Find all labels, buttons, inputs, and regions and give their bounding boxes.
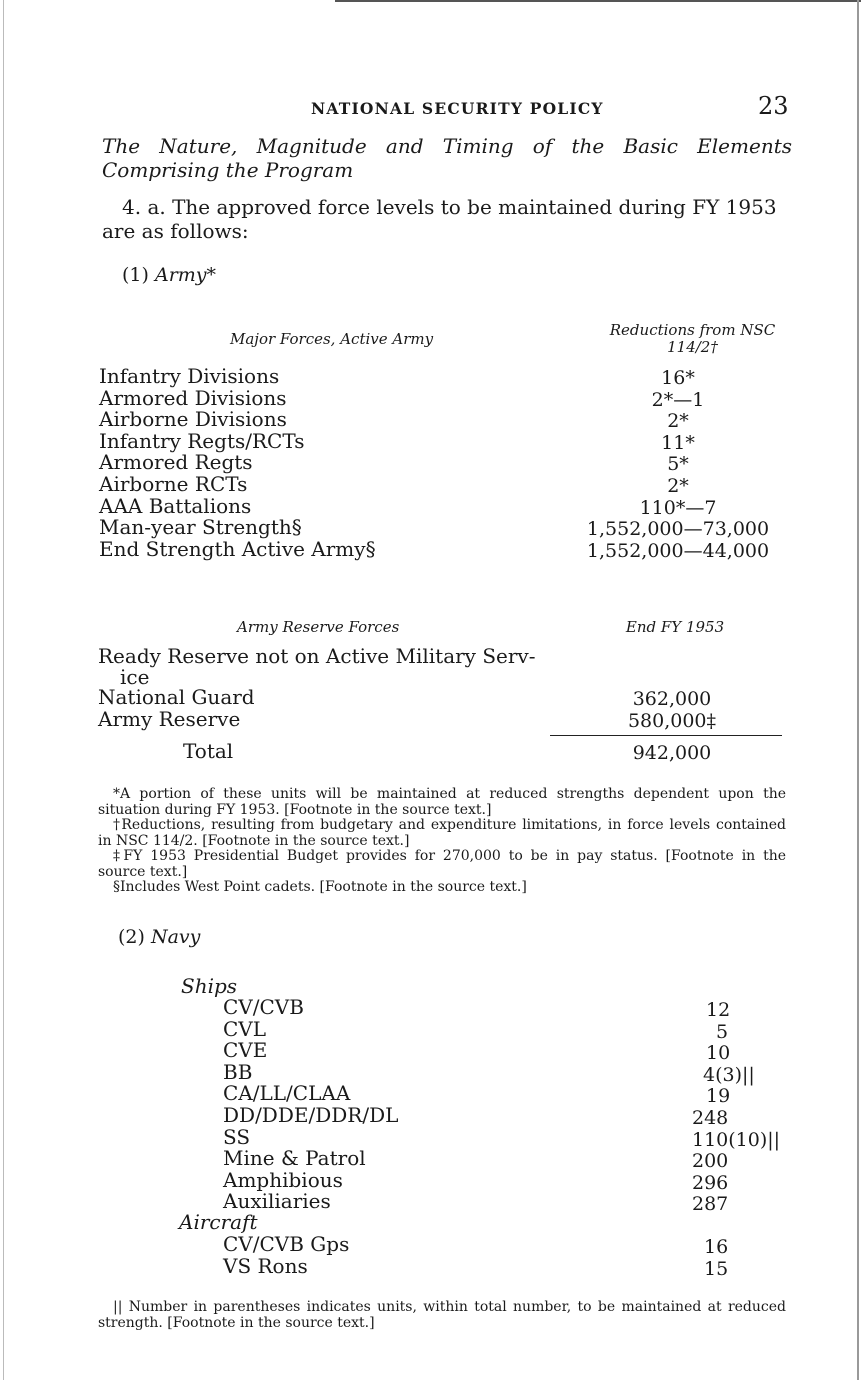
army-footnotes [98, 787, 786, 896]
active-row-label: Airborne Divisions [99, 407, 287, 432]
total-value: 942,000 [632, 742, 712, 764]
reserve-row-value: 580,000‡ [627, 710, 717, 732]
ready-reserve-line2: ice [120, 665, 150, 689]
ship-row-value: 200 [692, 1150, 729, 1173]
active-row-value: 1,552,000—44,000 [586, 539, 770, 562]
ship-row-label: Amphibious [223, 1167, 343, 1192]
ship-row-value: 12 [706, 999, 731, 1021]
ship-row-value: 296 [692, 1171, 729, 1194]
navy-heading-text: Navy [150, 926, 201, 948]
footnote-asterisk: *A portion of these units will be maintained at reduced strengths dependent upon the situation during FY 1953. [Footnote in the source text.] [98, 786, 786, 818]
active-row-label: AAA Battalions [99, 493, 252, 518]
intro-text: 4. a. The approved force levels to be maintained during FY 1953 are as follows: [102, 195, 777, 243]
active-col2-header [590, 322, 795, 356]
navy-heading [118, 926, 200, 948]
ship-row-label: Mine & Patrol [223, 1146, 366, 1171]
aircraft-row-value: 15 [704, 1257, 729, 1280]
reserve-row-label: Army Reserve [98, 707, 241, 731]
ship-row-label: CVL [223, 1016, 267, 1041]
scan-edge-right [857, 0, 859, 1380]
active-row-value: 2* [667, 475, 689, 497]
ships-label: Ships [181, 974, 238, 998]
intro-paragraph [102, 195, 792, 243]
aircraft-label: Aircraft [179, 1210, 258, 1234]
active-row-label: Man-year Strength§ [99, 515, 302, 540]
active-row-label: End Strength Active Army§ [99, 536, 376, 561]
aircraft-row-value: 16 [704, 1236, 729, 1258]
ship-row-label: CV/CVB [223, 995, 304, 1019]
footnote-double-dagger: ‡FY 1953 Presidential Budget provides for 270,000 to be in pay status. [Footnote in the source text.] [98, 848, 786, 880]
active-row-label: Armored Regts [99, 450, 253, 475]
scan-edge-left [3, 0, 4, 1380]
navy-footnote-block [98, 1300, 786, 1331]
active-row-value: 16* [661, 367, 695, 389]
reserve-col1-header: Army Reserve Forces [237, 618, 400, 636]
army-heading-text: Army* [154, 264, 217, 286]
ship-row-label: DD/DDE/DDR/DL [223, 1103, 399, 1127]
reserve-row-value: 362,000 [632, 688, 712, 710]
active-row-value: 2*—1 [651, 388, 705, 411]
active-col2-line2: 114/2† [667, 338, 718, 356]
ship-row-value: 10 [706, 1042, 731, 1065]
footnote-dagger: †Reductions, resulting from budgetary and expenditure limitations, in force levels contained in NSC 114/2. [Footnote in the source text.] [98, 817, 786, 849]
active-row-value: 1,552,000—73,000 [586, 518, 770, 541]
active-row-value: 110*—7 [639, 496, 717, 519]
aircraft-row-label: VS Rons [223, 1253, 308, 1278]
ship-row-label: BB [223, 1059, 253, 1084]
running-title: NATIONAL SECURITY POLICY [311, 99, 604, 118]
active-row-label: Airborne RCTs [99, 472, 248, 496]
active-row-label: Armored Divisions [99, 385, 287, 410]
active-row-value: 5* [667, 453, 689, 476]
ship-row-label: CA/LL/CLAA [223, 1081, 351, 1106]
total-rule [550, 735, 782, 736]
aircraft-row-label: CV/CVB Gps [223, 1232, 350, 1256]
active-col1-header: Major Forces, Active Army [230, 330, 434, 348]
ship-row-label: Auxiliaries [223, 1189, 331, 1214]
active-row-value: 2* [667, 410, 689, 433]
active-col2-line1: Reductions from NSC [609, 321, 776, 339]
section-title: The Nature, Magnitude and Timing of the Basic Elements Comprising the Program [102, 134, 792, 182]
navy-footnote: || Number in parentheses indicates units, within total number, to be maintained at reduced strength. [Footnote in the source text.] [98, 1299, 786, 1331]
ship-row-value: 287 [692, 1193, 729, 1216]
ship-row-value: 248 [692, 1107, 729, 1129]
active-row-label: Infantry Regts/RCTs [99, 428, 305, 453]
reserve-row-label: National Guard [98, 685, 255, 709]
navy-heading-num: (2) [118, 926, 145, 948]
active-row-label: Infantry Divisions [99, 364, 280, 388]
ship-row-value: 110(10)|| [692, 1128, 781, 1151]
footnote-section: §Includes West Point cadets. [Footnote in the source text.] [113, 879, 527, 895]
active-row-value: 11* [661, 431, 695, 454]
ship-row-value: 19 [706, 1085, 731, 1108]
page-number: 23 [758, 92, 789, 120]
scan-edge-top [335, 0, 861, 2]
ship-row-value: 4(3)|| [703, 1063, 755, 1086]
ready-reserve-line1: Ready Reserve not on Active Military Serv- [98, 644, 536, 668]
reserve-col2-header: End FY 1953 [625, 618, 725, 636]
ship-row-value: 5 [716, 1020, 729, 1043]
total-label: Total [183, 739, 234, 763]
ship-row-label: SS [223, 1124, 251, 1149]
army-heading [122, 264, 216, 286]
army-heading-num: (1) [122, 264, 149, 286]
ship-row-label: CVE [223, 1038, 268, 1063]
